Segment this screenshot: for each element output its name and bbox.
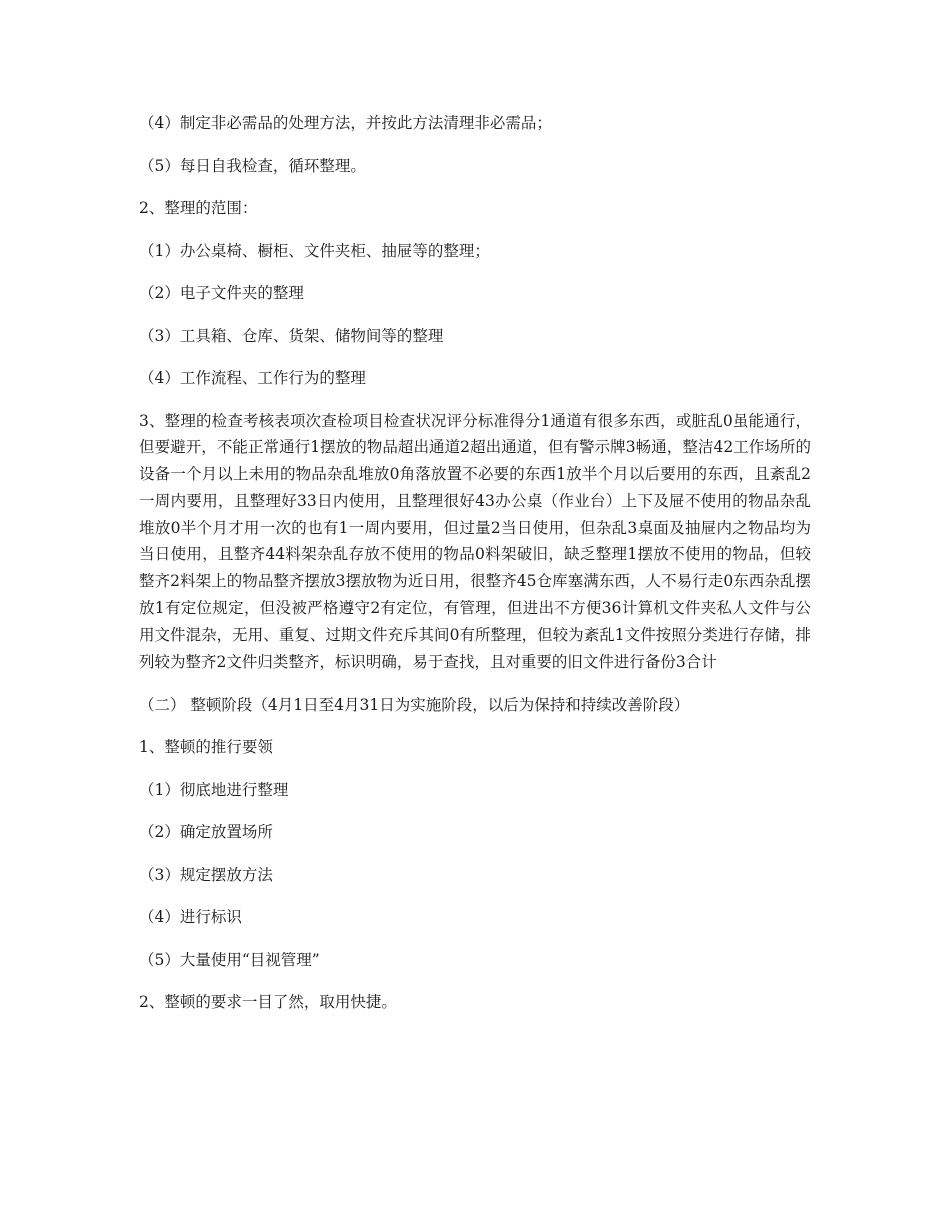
list-item: （3）规定摆放方法 (139, 865, 273, 884)
list-item: （4）工作流程、工作行为的整理 (139, 369, 366, 387)
section-heading: （二） 整顿阶段（4月1日至4月31日为实施阶段，以后为保持和持续改善阶段） (139, 695, 690, 714)
sub-heading: 1、整顿的推行要领 (139, 738, 273, 757)
list-item: （2）电子文件夹的整理 (139, 284, 304, 302)
list-item: （4）进行标识 (139, 908, 242, 927)
inspection-table-paragraph: 3、整理的检查考核表项次查检项目检查状况评分标准得分1通道有很多东西，或脏乱0虽能通行，但要避开，不能正常通行1摆放的物品超出通道2超出通道，但有警示牌3畅通，整洁42工作场所的设备一个月以上未用的物品杂乱堆放0角落放置不必要的东西1放半个月以后要用的东西，且紊乱2一周内要用，且整理好33日内使用，且整理很好43办公桌（作业台）上下及屉不使用的物品杂乱堆放0半个月才用一次的也有1一周内要用，但过量2当日使用，但杂乱3桌面及抽屉内之物品均为当日使用，且整齐44料架杂乱存放不使用的物品0料架破旧，缺乏整理1摆放不使用的物品，但较整齐2料架上的物品整齐摆放3摆放物为近日用，很整齐45仓库塞满东西，人不易行走0东西杂乱摆放1有定位规定，但没被严格遵守2有定位，有管理，但进出不方便36计算机文件夹私人文件与公用文件混杂，无用、重复、过期文件充斥其间0有所整理，但较为紊乱1文件按照分类进行存储，排列较为整齐2文件归类整齐，标识明确，易于查找，且对重要的旧文件进行备份3合计 (139, 411, 811, 671)
closing-line: 2、整顿的要求一目了然，取用快捷。 (139, 993, 397, 1012)
section-heading: 2、整理的范围： (139, 199, 258, 217)
list-item: （4）制定非必需品的处理方法，并按此方法清理非必需品； (139, 114, 552, 132)
document-page (139, 110, 811, 1015)
list-item: （1）彻底地进行整理 (139, 780, 289, 799)
list-item: （3）工具箱、仓库、货架、储物间等的整理 (139, 326, 444, 345)
list-item: （5）大量使用“目视管理” (139, 950, 320, 969)
list-item: （2）确定放置场所 (139, 823, 273, 842)
list-item: （5）每日自我检查，循环整理。 (139, 156, 366, 175)
list-item: （1）办公桌椅、橱柜、文件夹柜、抽屉等的整理； (139, 241, 490, 260)
